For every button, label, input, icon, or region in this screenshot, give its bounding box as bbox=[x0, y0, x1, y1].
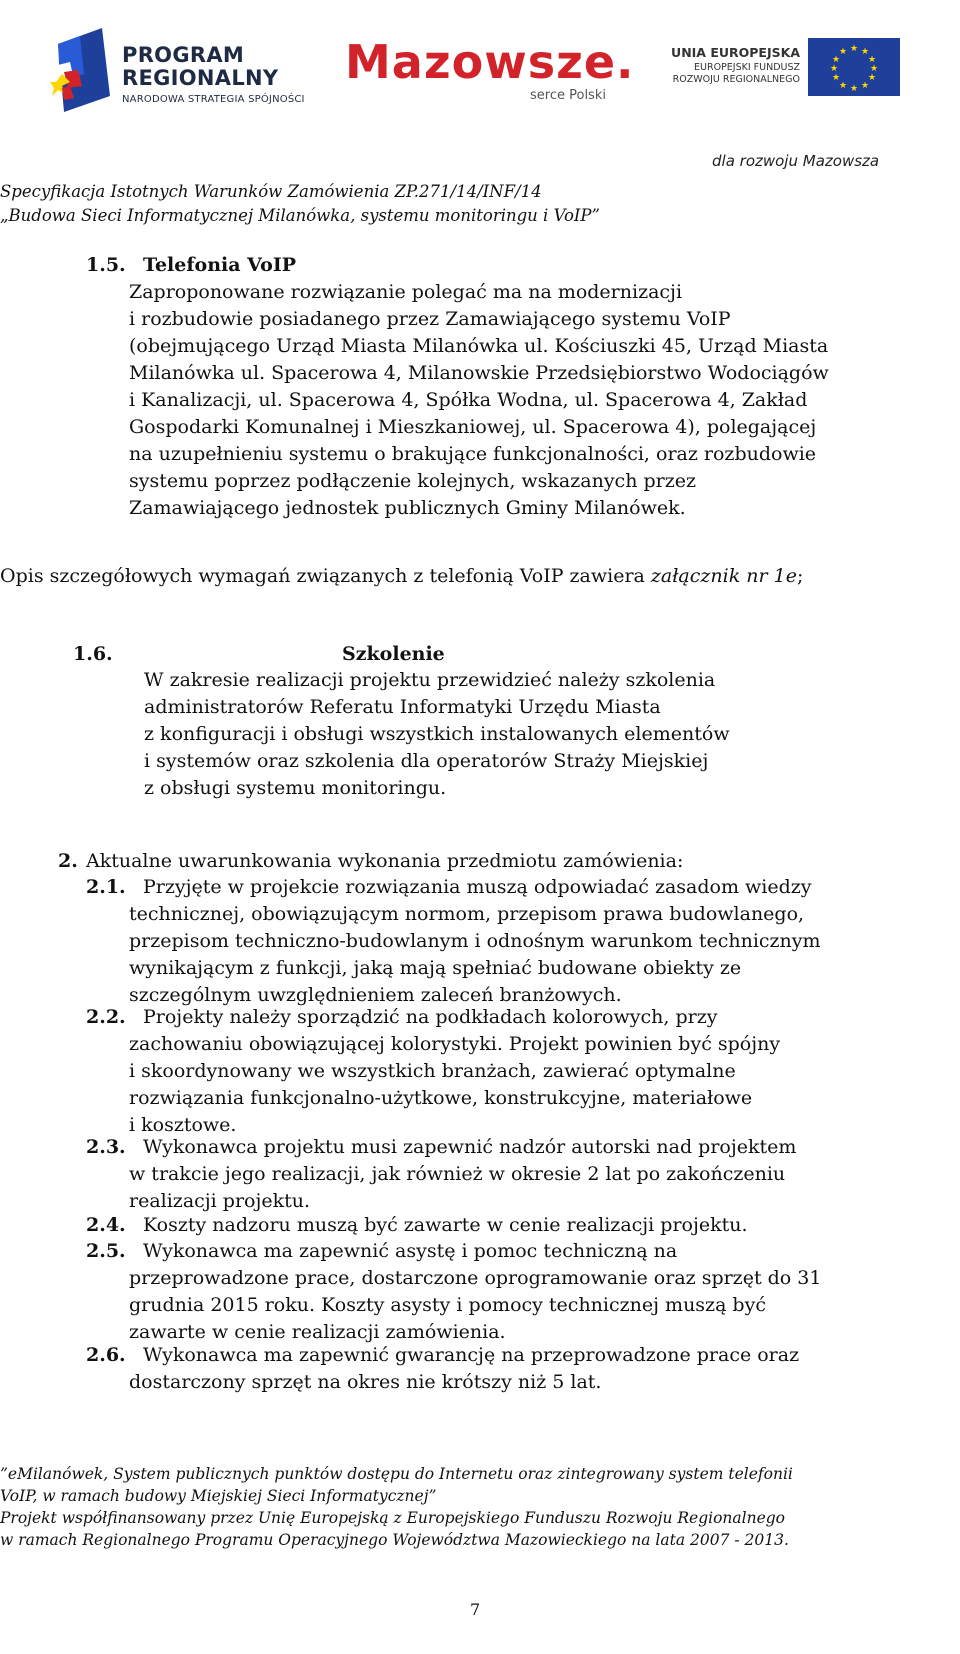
section-1-5-line: Gospodarki Komunalnej i Mieszkaniowej, ul. Spacerowa 4), polegającej bbox=[129, 416, 817, 438]
section-1-5-line: Zamawiającego jednostek publicznych Gminy Milanówek. bbox=[129, 497, 686, 519]
section-1-5-line: (obejmującego Urząd Miasta Milanówka ul. Kościuszki 45, Urząd Miasta bbox=[129, 335, 829, 357]
item-2-2-line: i skoordynowany we wszystkich branżach, zawierać optymalne bbox=[129, 1060, 736, 1082]
section-1-6-line: i systemów oraz szkolenia dla operatorów Straży Miejskiej bbox=[144, 750, 709, 772]
item-2-6-line: dostarczony sprzęt na okres nie krótszy niż 5 lat. bbox=[129, 1371, 602, 1393]
opis-attachment-ref: załącznik nr 1e bbox=[650, 565, 797, 587]
unia-line2: EUROPEJSKI FUNDUSZ bbox=[694, 62, 800, 73]
item-2-3-line: w trakcie jego realizacji, jak również w okresie 2 lat po zakończeniu bbox=[129, 1163, 786, 1185]
section-1-6-body bbox=[144, 667, 730, 802]
item-2-6-line: Wykonawca ma zapewnić gwarancję na przeprowadzone prace oraz bbox=[143, 1344, 800, 1366]
logo-band bbox=[0, 0, 960, 170]
item-2-2-number: 2.2. bbox=[86, 1006, 126, 1028]
item-2-2-body bbox=[129, 1004, 780, 1139]
item-2-6-body bbox=[129, 1342, 799, 1396]
item-2-4-body bbox=[129, 1212, 748, 1239]
section-1-5-line: systemu poprzez podłączenie kolejnych, wskazanych przez bbox=[129, 470, 696, 492]
svg-text:★: ★ bbox=[867, 55, 877, 65]
section-2-number: 2. bbox=[58, 850, 78, 872]
unia-line1: UNIA EUROPEJSKA bbox=[671, 45, 800, 60]
svg-text:★: ★ bbox=[869, 64, 879, 74]
item-2-1-line: technicznej, obowiązującym normom, przepisom prawa budowlanego, bbox=[129, 903, 805, 925]
svg-text:★: ★ bbox=[838, 47, 848, 57]
section-1-5-line: Zaproponowane rozwiązanie polegać ma na modernizacji bbox=[129, 281, 683, 303]
item-2-6-number: 2.6. bbox=[86, 1344, 126, 1366]
footer-line4: w ramach Regionalnego Programu Operacyjnego Województwa Mazowieckiego na lata 2007 - 2013. bbox=[0, 1531, 789, 1549]
svg-text:★: ★ bbox=[829, 64, 839, 74]
mazowsze-subtitle: serce Polski bbox=[530, 88, 606, 103]
item-2-1-body bbox=[129, 874, 821, 1009]
section-1-6-line: z obsługi systemu monitoringu. bbox=[144, 777, 447, 799]
item-2-3-body bbox=[129, 1134, 796, 1215]
svg-text:★: ★ bbox=[867, 73, 877, 83]
item-2-1-line: szczególnym uwzględnieniem zaleceń branżowych. bbox=[129, 984, 622, 1006]
svg-text:★: ★ bbox=[849, 84, 859, 94]
item-2-3-line: Wykonawca projektu musi zapewnić nadzór autorski nad projektem bbox=[143, 1136, 797, 1158]
item-2-5-line: grudnia 2015 roku. Koszty asysty i pomocy technicznej muszą być bbox=[129, 1294, 766, 1316]
item-2-2-line: Projekty należy sporządzić na podkładach kolorowych, przy bbox=[143, 1006, 718, 1028]
svg-text:★: ★ bbox=[831, 55, 841, 65]
page-number: 7 bbox=[470, 1600, 481, 1619]
item-2-4-number: 2.4. bbox=[86, 1214, 126, 1236]
program-regionalny-line3: NARODOWA STRATEGIA SPÓJNOŚCI bbox=[122, 94, 305, 105]
mazowsze-wordmark: Mazowsze. bbox=[345, 35, 635, 89]
unia-line3: ROZWOJU REGIONALNEGO bbox=[672, 74, 800, 85]
item-2-3-number: 2.3. bbox=[86, 1136, 126, 1158]
tagline: dla rozwoju Mazowsza bbox=[712, 152, 880, 170]
item-2-5-line: przeprowadzone prace, dostarczone oprogramowanie oraz sprzęt do 31 bbox=[129, 1267, 822, 1289]
item-2-1-number: 2.1. bbox=[86, 876, 126, 898]
footer-line3: Projekt współfinansowany przez Unię Europejską z Europejskiego Funduszu Rozwoju Regionalnego bbox=[0, 1509, 785, 1527]
item-2-2-line: zachowaniu obowiązującej kolorystyki. Projekt powinien być spójny bbox=[129, 1033, 781, 1055]
eu-flag-icon bbox=[808, 38, 900, 96]
program-regionalny-logo bbox=[50, 24, 320, 114]
section-1-5-number: 1.5. bbox=[86, 254, 126, 276]
section-1-6-title: Szkolenie bbox=[342, 643, 445, 665]
item-2-5-line: Wykonawca ma zapewnić asystę i pomoc techniczną na bbox=[143, 1240, 678, 1262]
section-1-6-number: 1.6. bbox=[73, 643, 113, 665]
header-line2: „Budowa Sieci Informatycznej Milanówka, systemu monitoringu i VoIP” bbox=[0, 206, 600, 225]
item-2-1-line: przepisom techniczno-budowlanym i odnośnym warunkom technicznym bbox=[129, 930, 821, 952]
section-1-5-line: i Kanalizacji, ul. Spacerowa 4, Spółka Wodna, ul. Spacerowa 4, Zakład bbox=[129, 389, 808, 411]
program-regionalny-line1: PROGRAM bbox=[122, 43, 245, 67]
item-2-2-line: rozwiązania funkcjonalno-użytkowe, konstrukcyjne, materiałowe bbox=[129, 1087, 753, 1109]
unia-europejska-logo bbox=[650, 38, 900, 98]
svg-text:★: ★ bbox=[860, 47, 870, 57]
section-1-6-line: z konfiguracji i obsługi wszystkich instalowanych elementów bbox=[144, 723, 730, 745]
item-2-3-line: realizacji projektu. bbox=[129, 1190, 311, 1212]
opis-text: Opis szczegółowych wymagań związanych z telefonią VoIP zawiera bbox=[0, 565, 651, 587]
section-1-6-line: W zakresie realizacji projektu przewidzieć należy szkolenia bbox=[144, 669, 716, 691]
item-2-5-body bbox=[129, 1238, 821, 1346]
svg-text:★: ★ bbox=[860, 81, 870, 91]
section-1-5-body bbox=[129, 279, 829, 522]
section-1-5-line: na uzupełnieniu systemu o brakujące funkcjonalności, oraz rozbudowie bbox=[129, 443, 817, 465]
svg-text:★: ★ bbox=[838, 81, 848, 91]
item-2-1-line: Przyjęte w projekcie rozwiązania muszą odpowiadać zasadom wiedzy bbox=[143, 876, 812, 898]
svg-text:★: ★ bbox=[849, 44, 859, 54]
section-1-5-line: Milanówka ul. Spacerowa 4, Milanowskie Przedsiębiorstwo Wodociągów bbox=[129, 362, 829, 384]
header-line1: Specyfikacja Istotnych Warunków Zamówienia ZP.271/14/INF/14 bbox=[0, 182, 542, 201]
item-2-5-number: 2.5. bbox=[86, 1240, 126, 1262]
svg-text:★: ★ bbox=[831, 73, 841, 83]
section-2-title: Aktualne uwarunkowania wykonania przedmiotu zamówienia: bbox=[86, 850, 684, 872]
section-1-5-line: i rozbudowie posiadanego przez Zamawiającego systemu VoIP bbox=[129, 308, 731, 330]
footer-line1: ”eMilanówek, System publicznych punktów dostępu do Internetu oraz zintegrowany system telefonii bbox=[0, 1465, 793, 1483]
section-1-6-line: administratorów Referatu Informatyki Urzędu Miasta bbox=[144, 696, 661, 718]
program-regionalny-line2: REGIONALNY bbox=[122, 66, 279, 90]
opis-end: ; bbox=[796, 565, 804, 587]
mazowsze-logo bbox=[345, 35, 635, 106]
item-2-4-line: Koszty nadzoru muszą być zawarte w cenie realizacji projektu. bbox=[143, 1214, 748, 1236]
section-1-5-title: Telefonia VoIP bbox=[143, 254, 297, 276]
item-2-2-line: i kosztowe. bbox=[129, 1114, 237, 1136]
item-2-1-line: wynikającym z funkcji, jaką mają spełniać budowane obiekty ze bbox=[129, 957, 742, 979]
opis-paragraph bbox=[0, 563, 803, 590]
item-2-5-line: zawarte w cenie realizacji zamówienia. bbox=[129, 1321, 506, 1343]
program-regionalny-emblem-icon bbox=[50, 26, 112, 112]
footer-line2: VoIP, w ramach budowy Miejskiej Sieci Informatycznej” bbox=[0, 1487, 437, 1505]
